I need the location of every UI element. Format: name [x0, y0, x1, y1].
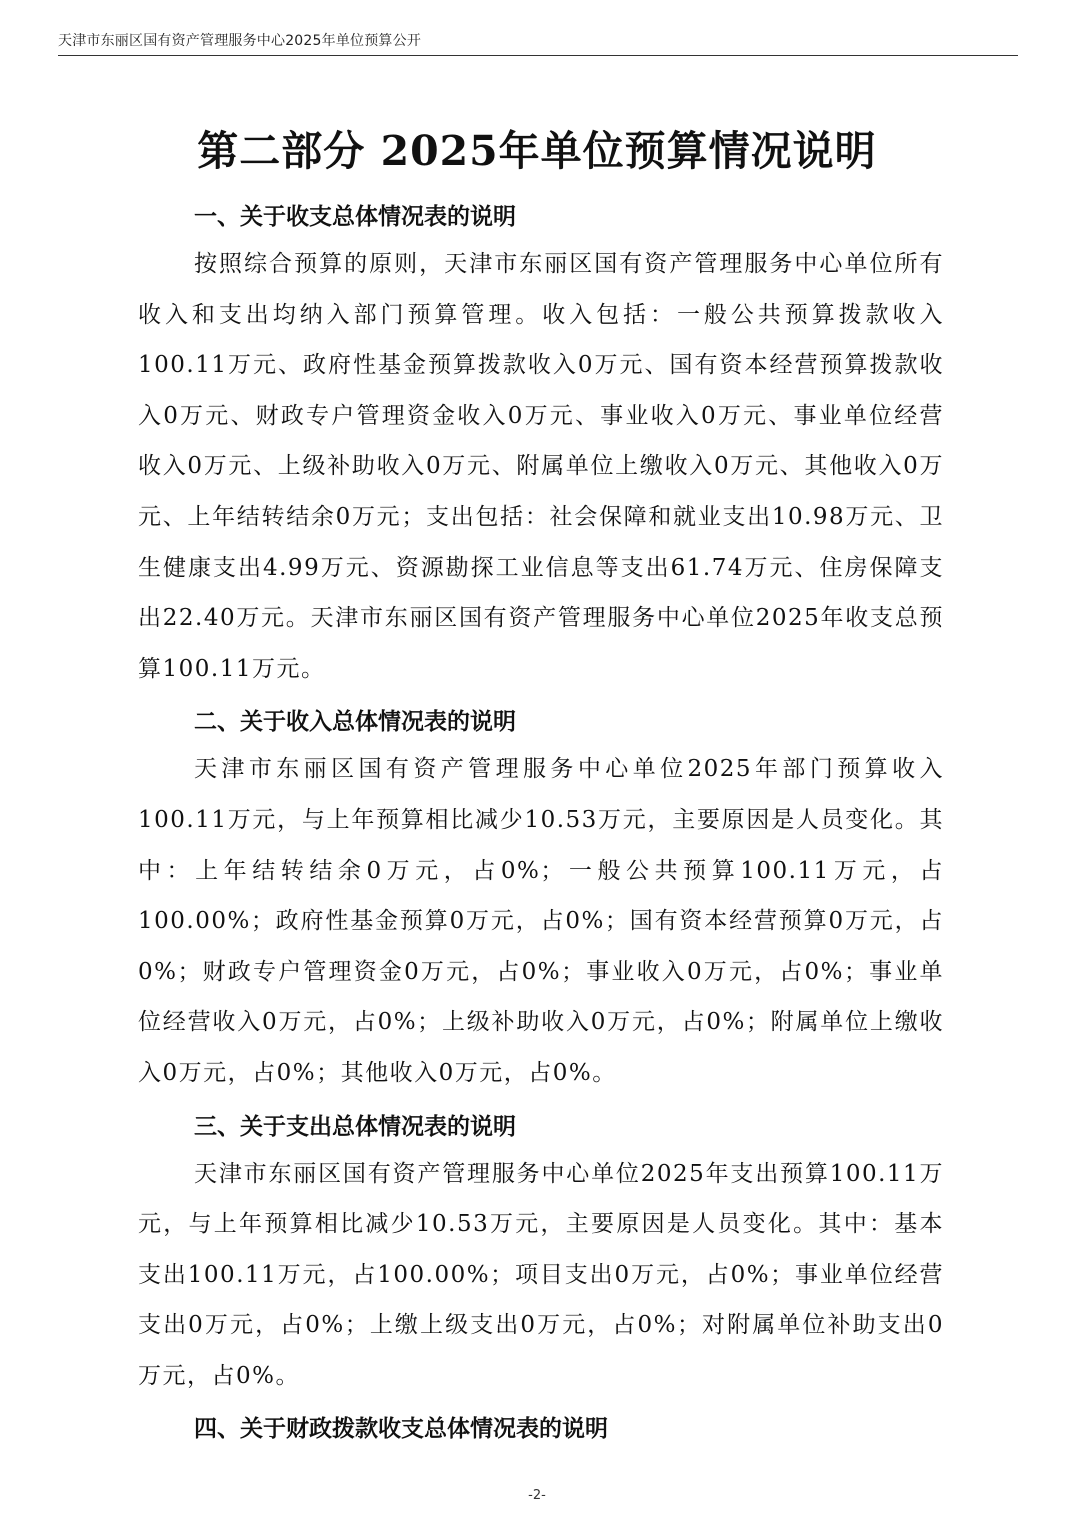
- section-3: [138, 1105, 944, 1402]
- running-header: 天津市东丽区国有资产管理服务中心2025年单位预算公开: [58, 33, 422, 49]
- document-body: [138, 195, 944, 1451]
- page-number: -2-: [528, 1488, 546, 1503]
- section-4: [138, 1407, 944, 1451]
- section-2: [138, 700, 944, 1098]
- section-heading: 三、关于支出总体情况表的说明: [194, 1113, 516, 1140]
- section-heading: 四、关于财政拨款收支总体情况表的说明: [194, 1416, 608, 1443]
- page-title: 第二部分 2025年单位预算情况说明: [197, 127, 877, 175]
- section-paragraph: 天津市东丽区国有资产管理服务中心单位2025年部门预算收入100.11万元，与上年预算相比减少10.53万元，主要原因是人员变化。其中：上年结转结余0万元，占0%；一般公共预算100.11万元，占100.00%；政府性基金预算0万元，占0%；国有资本经营预算0万元，占0%；财政专户管理资金0万元，占0%；事业收入0万元，占0%；事业单位经营收入0万元，占0%；上级补助收入0万元，占0%；附属单位上缴收入0万元，占0%；其他收入0万元，占0%。: [138, 756, 944, 1086]
- section-heading: 二、关于收入总体情况表的说明: [194, 709, 516, 736]
- section-1: [138, 195, 944, 694]
- section-paragraph: 天津市东丽区国有资产管理服务中心单位2025年支出预算100.11万元，与上年预算相比减少10.53万元，主要原因是人员变化。其中：基本支出100.11万元，占100.00%；项目支出0万元，占0%；事业单位经营支出0万元，占0%；上缴上级支出0万元，占0%；对附属单位补助支出0万元，占0%。: [138, 1160, 944, 1389]
- header-divider: [58, 55, 1018, 56]
- section-heading: 一、关于收支总体情况表的说明: [194, 204, 516, 230]
- section-paragraph: 按照综合预算的原则，天津市东丽区国有资产管理服务中心单位所有收入和支出均纳入部门预算管理。收入包括：一般公共预算拨款收入100.11万元、政府性基金预算拨款收入0万元、国有资本经营预算拨款收入0万元、财政专户管理资金收入0万元、事业收入0万元、事业单位经营收入0万元、上级补助收入0万元、附属单位上缴收入0万元、其他收入0万元、上年结转结余0万元；支出包括：社会保障和就业支出10.98万元、卫生健康支出4.99万元、资源勘探工业信息等支出61.74万元、住房保障支出22.40万元。天津市东丽区国有资产管理服务中心单位2025年收支总预算100.11万元。: [138, 251, 944, 682]
